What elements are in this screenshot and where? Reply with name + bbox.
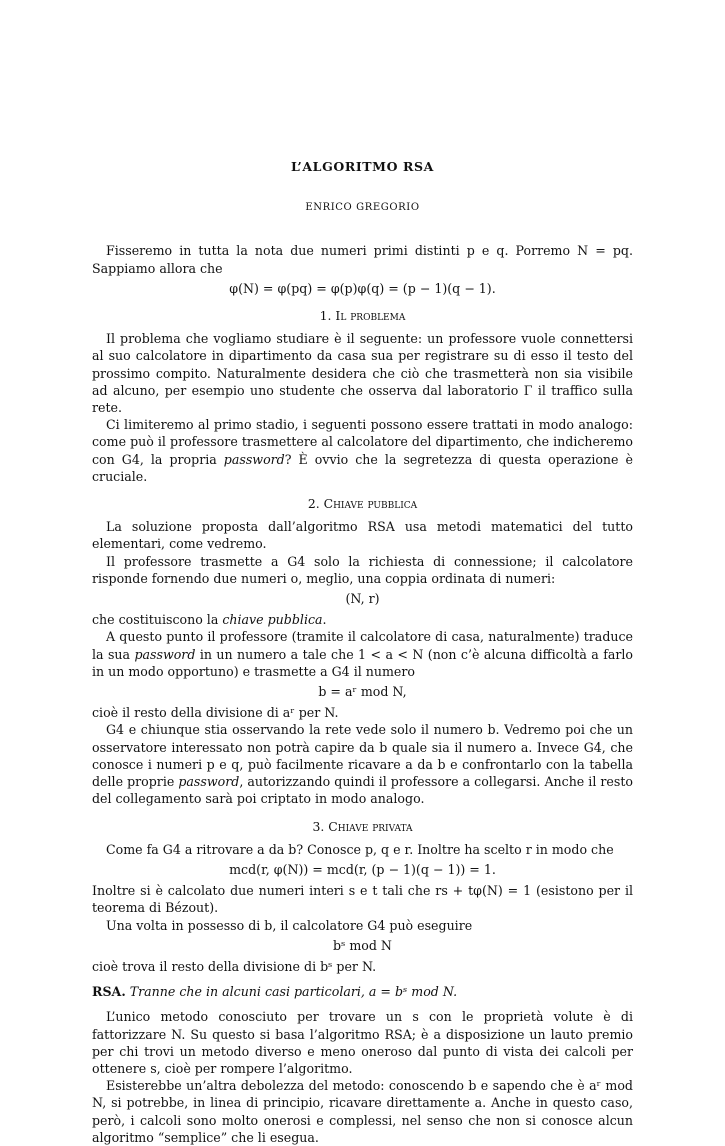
section1-p2-emphasis: password: [223, 451, 285, 467]
theorem-statement: Tranne che in alcuni casi particolari, a = bˢ mod N.: [129, 984, 458, 1000]
section2-paragraph-2: Il professore trasmette a G4 solo la richiesta di connessione; il calcolatore risponde fornendo due numeri o, meglio, una coppia ordinata di numeri:: [92, 553, 633, 586]
section2-p4-text-a: A questo punto il professore (tramite il calcolatore di casa, naturalmente) traduce la sua: [92, 629, 633, 662]
section1-paragraph-1: Il problema che vogliamo studiare è il seguente: un professore vuole connettersi al suo calcolatore in dipartimento da casa sua per registrare su di esso il testo del prossimo compito. Naturalmente desidera che ciò che trasmetterà non sia visibile ad alcuno, per esempio uno studente che osserva dal laboratorio Γ il traffico sulla rete.: [92, 331, 633, 416]
paper-author: ENRICO GREGORIO: [305, 202, 420, 214]
section1-p2-text-b: ? È ovvio che la segretezza di questa operazione è cruciale.: [92, 451, 633, 484]
section2-formula-1: (N, r): [345, 591, 380, 607]
section3-formula-2: bˢ mod N: [333, 937, 392, 953]
paper-title: L’ALGORITMO RSA: [291, 159, 434, 174]
section3-paragraph-6: Esisterebbe un’altra debolezza del metodo: conoscendo b e sapendo che è aʳ mod N, si potrebbe, in linea di principio, ricavare direttamente a. Anche in questo caso, però, i calcoli sono molto onerosi e complessi, nel senso che non si conosce alcun algoritmo “semplice” che li esegua.: [92, 1078, 633, 1145]
theorem-label: RSA.: [92, 984, 126, 1000]
section2-formula-2: b = aʳ mod N,: [318, 684, 407, 700]
rsa-theorem: [92, 983, 633, 1000]
section2-p6-text-a: G4 e chiunque stia osservando la rete vede solo il numero b. Vedremo poi che un osservatore interessato non potrà capire da b quale sia il numero a. Invece G4, che conosce i numeri p e q, può facilmente ricavare a da b e confrontarlo con la tabella delle proprie: [92, 722, 633, 790]
section2-paragraph-1: La soluzione proposta dall’algoritmo RSA usa metodi matematici del tutto elementari, come vedremo.: [92, 519, 633, 552]
section3-paragraph-1: Come fa G4 a ritrovare a da b? Conosce p, q e r. Inoltre ha scelto r in modo che: [106, 841, 614, 857]
section1-paragraph-2: [92, 416, 633, 485]
section2-p4-text-b: in un numero a tale che 1 < a < N (non c’è alcuna difficoltà a farlo in un modo opportuno) e trasmette a G4 il numero: [92, 646, 634, 679]
section3-paragraph-5: L’unico metodo conosciuto per trovare un s con le proprietà volute è di fattorizzare N. Su questo si basa l’algoritmo RSA; è a disposizione un lauto premio per chi trovi un metodo diverso e meno oneroso dal punto di vista dei calcoli per ottenere s, cioè per rompere l’algoritmo.: [92, 1009, 633, 1076]
intro-paragraph: Fisseremo in tutta la nota due numeri primi distinti p e q. Porremo N = pq. Sappiamo allora che: [92, 243, 633, 276]
section3-paragraph-3: Una volta in possesso di b, il calcolatore G4 può eseguire: [106, 917, 473, 933]
section-heading-1: 1. Il problema: [319, 308, 406, 324]
section2-p3-text-a: che costituiscono la: [92, 612, 223, 628]
section2-p3-text-b: .: [322, 612, 327, 628]
section-heading-2: 2. Chiave pubblica: [307, 496, 418, 512]
section2-paragraph-6: [92, 721, 633, 807]
section3-paragraph-2: Inoltre si è calcolato due numeri interi s e t tali che rs + tφ(N) = 1 (esistono per il teorema di Bézout).: [92, 883, 633, 916]
section1-p2-text-a: Ci limiteremo al primo stadio, i seguenti possono essere trattati in modo analogo: come può il professore trasmettere al calcolatore del dipartimento, che indicheremo con G4, la propria: [92, 417, 633, 467]
section3-paragraph-4: cioè trova il resto della divisione di bˢ per N.: [92, 958, 377, 974]
section2-paragraph-5: cioè il resto della divisione di aʳ per N.: [92, 705, 339, 721]
section2-paragraph-4: [92, 628, 633, 680]
section2-p6-text-b: , autorizzando quindi il professore a collegarsi. Anche il resto del collegamento sarà poi criptato in modo analogo.: [92, 774, 633, 807]
section3-formula-1: mcd(r, φ(N)) = mcd(r, (p − 1)(q − 1)) = 1.: [229, 861, 496, 877]
section2-p3-emphasis: chiave pubblica: [222, 612, 323, 628]
section2-paragraph-3: [92, 611, 633, 628]
intro-formula: φ(N) = φ(pq) = φ(p)φ(q) = (p − 1)(q − 1).: [229, 280, 496, 296]
section-heading-3: 3. Chiave privata: [312, 818, 413, 834]
section2-p4-emphasis: password: [134, 646, 196, 662]
section2-p6-emphasis: password: [178, 774, 240, 790]
